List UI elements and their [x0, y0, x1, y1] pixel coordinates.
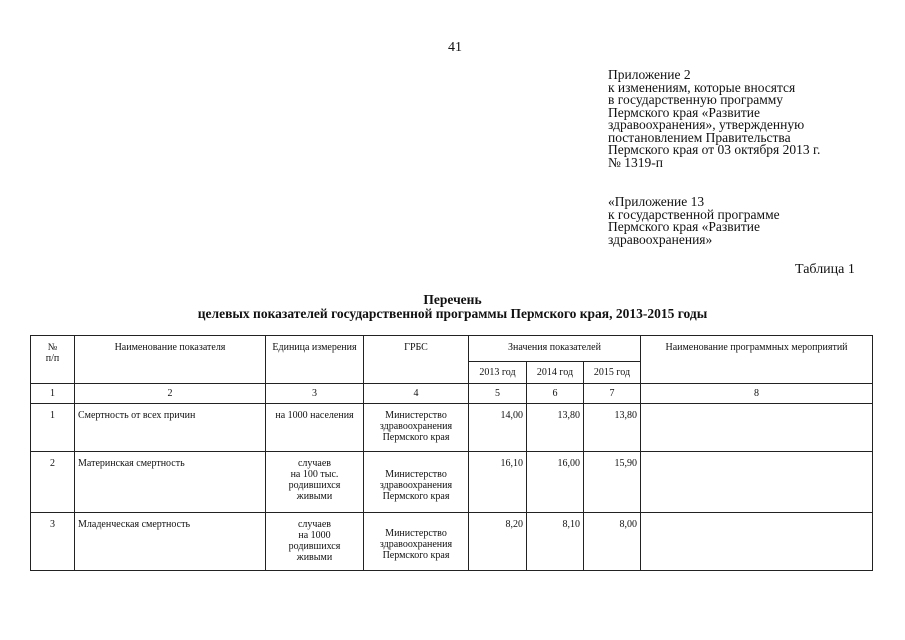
appendix-quote-line: к государственной программе [608, 206, 780, 222]
row-unit-line: на 1000 [298, 530, 331, 541]
row-unit-line: на 100 тыс. [290, 469, 339, 480]
row-unit-line: случаев [297, 519, 332, 530]
header-unit: Единица измерения [266, 336, 364, 384]
row-grbs-line: Пермского края [382, 490, 450, 502]
row-unit-line: родившихся [288, 480, 341, 491]
row-unit [266, 452, 364, 513]
row-grbs-line: здравоохранения [379, 479, 453, 491]
column-number: 7 [584, 384, 641, 404]
row-value-2013: 8,20 [469, 513, 527, 571]
column-number: 6 [527, 384, 584, 404]
column-number: 2 [75, 384, 266, 404]
row-num: 3 [31, 513, 75, 571]
appendix-quote [608, 196, 898, 246]
row-events [641, 513, 873, 571]
appendix-quote-line: здравоохранения» [608, 231, 713, 247]
document-title [0, 293, 905, 321]
row-indicator-name: Смертность от всех причин [75, 404, 266, 452]
row-value-2014: 16,00 [527, 452, 584, 513]
column-number: 4 [364, 384, 469, 404]
row-grbs-line: Министерство [385, 410, 447, 421]
row-grbs-line: Пермского края [382, 432, 450, 443]
row-unit-line: на 1000 населения [275, 410, 354, 421]
column-numbers-row [31, 384, 873, 404]
header-grbs: ГРБС [364, 336, 469, 384]
appendix-quote-line: Пермского края «Развитие [608, 219, 760, 234]
title-line-2: целевых показателей государственной программы Пермского края, 2013-2015 годы [197, 306, 708, 321]
column-number: 3 [266, 384, 364, 404]
header-year-2013: 2013 год [469, 362, 527, 384]
appendix-note-line: Пермского края от 03 октября 2013 г. [608, 142, 821, 157]
row-value-2015: 13,80 [584, 404, 641, 452]
table-row [31, 452, 873, 513]
appendix-note-line: постановлением Правительства [608, 129, 791, 145]
row-events [641, 404, 873, 452]
appendix-quote-line: «Приложение 13 [608, 194, 705, 209]
column-number: 8 [641, 384, 873, 404]
row-unit-line: живыми [296, 491, 333, 502]
row-grbs-line: Министерство [385, 468, 447, 480]
header-year-2015: 2015 год [584, 362, 641, 384]
row-unit-line: живыми [296, 552, 333, 563]
row-value-2013: 14,00 [469, 404, 527, 452]
row-grbs [364, 513, 469, 571]
row-value-2015: 8,00 [584, 513, 641, 571]
appendix-note-line: Пермского края «Развитие [608, 104, 760, 120]
row-value-2014: 8,10 [527, 513, 584, 571]
row-grbs-line: Министерство [385, 528, 447, 539]
row-num: 2 [31, 452, 75, 513]
column-number: 1 [31, 384, 75, 404]
header-num-line-2: п/п [45, 353, 60, 364]
row-grbs-line: здравоохранения [379, 539, 453, 550]
row-grbs [364, 404, 469, 452]
header-year-2014: 2014 год [527, 362, 584, 384]
row-unit-line: родившихся [288, 541, 341, 552]
indicators-table [30, 335, 873, 571]
row-value-2014: 13,80 [527, 404, 584, 452]
table-row [31, 513, 873, 571]
table-label: Таблица 1 [795, 262, 855, 277]
header-values: Значения показателей [469, 336, 641, 362]
table-row [31, 404, 873, 452]
appendix-note-line: здравоохранения», утвержденную [608, 117, 805, 132]
title-line-1: Перечень [423, 292, 482, 307]
row-indicator-name: Материнская смертность [75, 452, 266, 513]
appendix-note-line: в государственную программу [608, 92, 784, 107]
row-indicator-name: Младенческая смертность [75, 513, 266, 571]
header-name: Наименование показателя [75, 336, 266, 384]
row-unit-line: случаев [297, 458, 332, 469]
header-num [31, 336, 75, 384]
row-grbs-line: здравоохранения [379, 421, 453, 432]
row-value-2015: 15,90 [584, 452, 641, 513]
header-events: Наименование программных мероприятий [641, 336, 873, 384]
appendix-note-line: к изменениям, которые вносятся [608, 79, 796, 95]
row-grbs-line: Пермского края [382, 550, 450, 561]
row-num: 1 [31, 404, 75, 452]
page-number: 41 [448, 40, 462, 55]
appendix-note-line: Приложение 2 [608, 67, 691, 82]
row-events [641, 452, 873, 513]
row-value-2013: 16,10 [469, 452, 527, 513]
row-unit [266, 404, 364, 452]
row-unit [266, 513, 364, 571]
header-num-line-1: № [47, 342, 58, 353]
appendix-note-line: № 1319-п [608, 154, 663, 170]
row-grbs [364, 452, 469, 513]
column-number: 5 [469, 384, 527, 404]
appendix-note [608, 69, 898, 169]
